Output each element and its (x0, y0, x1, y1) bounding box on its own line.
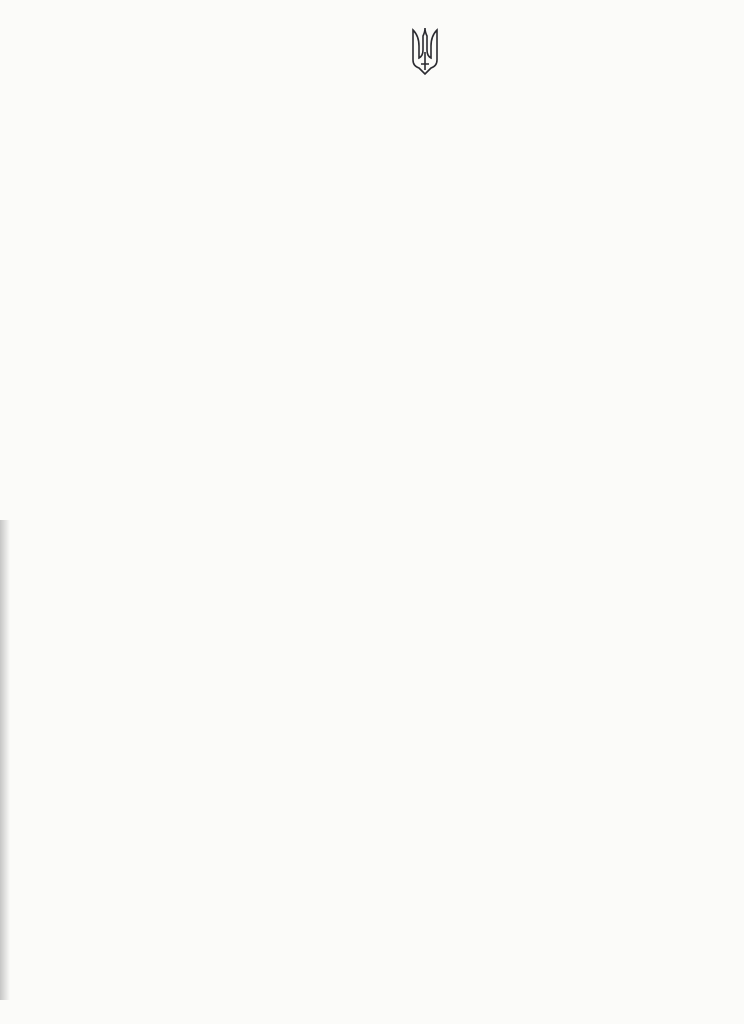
trident-emblem-icon (409, 26, 441, 76)
scan-shadow (0, 520, 10, 1000)
